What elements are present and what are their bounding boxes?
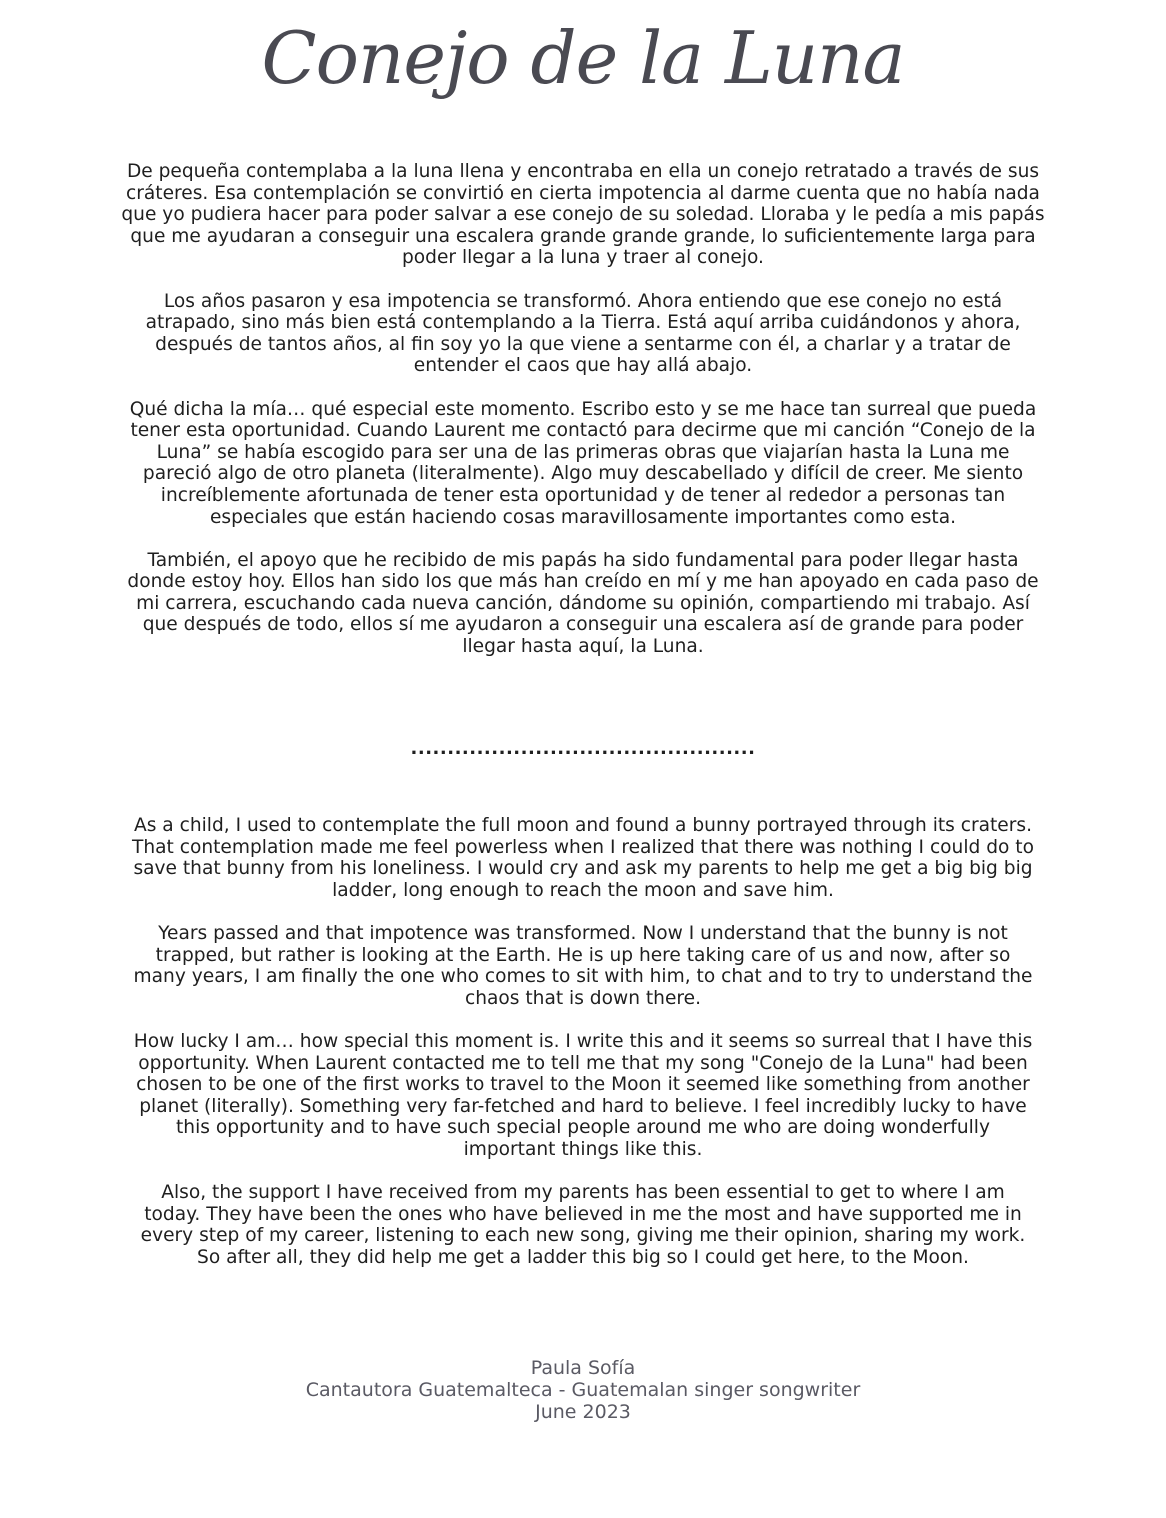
spanish-paragraph-1: De pequeña contemplaba a la luna llena y encontraba en ella un conejo retratado a través de sus cráteres. Esa contemplación se convirtió en cierta impotencia al darme cuenta que no había nada que yo pudiera hacer para poder salvar a ese conejo de su soledad. Lloraba y le pedía a mis papás que me ayudaran a conseguir una escalera grande grande grande, lo suficientemente larga para poder llegar a la luna y traer al conejo. [121, 161, 1045, 269]
spanish-paragraph-2: Los años pasaron y esa impotencia se transformó. Ahora entiendo que ese conejo no está atrapado, sino más bien está contemplando a la Tierra. Está aquí arriba cuidándonos y ahora, después de tantos años, al fin soy yo la que viene a sentarme con él, a charlar y a tratar de entender el caos que hay allá abajo. [145, 290, 1021, 377]
english-paragraph-2: Years passed and that impotence was transformed. Now I understand that the bunny is not trapped, but rather is looking at the Earth. He is up here taking care of us and now, after so many years, I am finally the one who comes to sit with him, to chat and to try to understand the chaos that is down there. [133, 922, 1033, 1009]
spanish-paragraph-4: También, el apoyo que he recibido de mis papás ha sido fundamental para poder llegar hasta donde estoy hoy. Ellos han sido los que más han creído en mí y me han apoyado en cada paso de mi carrera, escuchando cada nueva canción, dándome su opinión, compartiendo mi trabajo. Así que después de todo, ellos sí me ayudaron a conseguir una escalera así de grande para poder llegar hasta aquí, la Luna. [127, 549, 1039, 658]
letter-date: June 2023 [535, 1401, 631, 1423]
section-divider: ............................................... [410, 738, 756, 759]
english-paragraph-4: Also, the support I have received from my parents has been essential to get to where I am today. They have been the ones who have believed in me the most and have supported me in every step of my career, listening to each new song, giving me their opinion, sharing my work. So after all, they did help me get a ladder this big so I could get here, to the Moon. [140, 1182, 1026, 1268]
english-paragraph-1: As a child, I used to contemplate the full moon and found a bunny portrayed through its craters. That contemplation made me feel powerless when I realized that there was nothing I could do to save that bunny from his loneliness. I would cry and ask my parents to help me get a big big big ladder, long enough to reach the moon and save him. [132, 815, 1034, 901]
spanish-letter [120, 161, 1046, 658]
author-role: Cantautora Guatemalteca - Guatemalan singer songwriter [305, 1379, 861, 1401]
signature-block [0, 1357, 1166, 1423]
author-name: Paula Sofía [530, 1357, 636, 1379]
english-paragraph-3: How lucky I am… how special this moment is. I write this and it seems so surreal that I have this opportunity. When Laurent contacted me to tell me that my song "Conejo de la Luna" had been chosen to be one of the first works to travel to the Moon it seemed like something from another planet (literally). Something very far-fetched and hard to believe. I feel incredibly lucky to have this opportunity and to have such special people around me who are doing wonderfully important things like this. [133, 1030, 1033, 1160]
spanish-paragraph-3: Qué dicha la mía… qué especial este momento. Escribo esto y se me hace tan surreal que pueda tener esta oportunidad. Cuando Laurent me contactó para decirme que mi canción “Conejo de la Luna” se había escogido para ser una de las primeras obras que viajarían hasta la Luna me pareció algo de otro planeta (literalmente). Algo muy descabellado y difícil de creer. Me siento increíblemente afortunada de tener esta oportunidad y de tener al rededor a personas tan especiales que están haciendo cosas maravillosamente importantes como esta. [129, 398, 1037, 528]
page-title: Conejo de la Luna [261, 16, 905, 100]
english-letter [132, 815, 1034, 1268]
